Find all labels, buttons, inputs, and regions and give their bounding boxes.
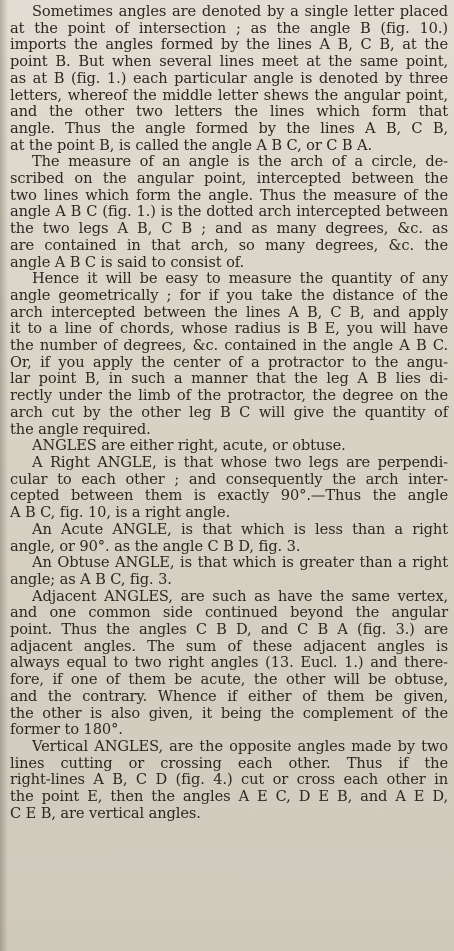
text-line: A B C, fig. 10, is a right angle.: [10, 504, 231, 522]
text-line: two lines which form the angle. Thus the measure of the: [10, 186, 448, 204]
text-line: cepted between them is exactly 90°.—Thus the angle: [10, 487, 448, 505]
text-line: A Right ANGLE, is that whose two legs are perpendi-: [32, 453, 448, 471]
text-line: cular to each other ; and consequently the arch inter-: [10, 470, 448, 488]
text-line: lar point B, in such a manner that the leg A B lies di-: [10, 370, 448, 388]
text-line: lines cutting or crossing each other. Thus if the: [10, 754, 448, 772]
text-line: Sometimes angles are denoted by a single letter placed: [32, 3, 448, 20]
text-line: An Acute ANGLE, is that which is less than a right: [32, 520, 448, 538]
text-line: Vertical ANGLES, are the opposite angles made by two: [32, 737, 448, 755]
text-line: and the contrary. Whence if either of them be given,: [10, 687, 448, 705]
text-line: scribed on the angular point, intercepted between the: [10, 170, 448, 188]
text-line: An Obtuse ANGLE, is that which is greater than a right: [32, 554, 448, 572]
text-line: ANGLES are either right, acute, or obtuse.: [32, 437, 346, 455]
text-line: C E B, are vertical angles.: [10, 804, 201, 822]
text-line: imports the angles formed by the lines A B, C B, at the: [10, 36, 448, 54]
text-line: and one common side continued beyond the angular: [10, 604, 448, 622]
text-line: former to 180°.: [10, 721, 123, 739]
text-line: angle. Thus the angle formed by the lines A B, C B,: [10, 119, 448, 137]
text-line: at the point B, is called the angle A B C, or C B A.: [10, 136, 373, 154]
text-body: [10, 4, 448, 822]
text-line: angle, or 90°. as the angle C B D, fig. 3.: [10, 537, 301, 555]
text-line: as at B (fig. 1.) each particular angle is denoted by three: [10, 69, 448, 87]
text-line: Adjacent ANGLES, are such as have the same vertex,: [32, 587, 448, 605]
text-line: it to a line of chords, whose radius is B E, you will have: [10, 320, 448, 338]
text-line: the other is also given, it being the complement of the: [10, 704, 448, 722]
text-line: the angle required.: [10, 420, 151, 438]
text-line: arch intercepted between the lines A B, C B, and apply: [10, 303, 448, 321]
text-line: angle; as A B C, fig. 3.: [10, 570, 172, 588]
text-line: letters, whereof the middle letter shews the angular point,: [10, 86, 448, 104]
text-line: angle A B C (fig. 1.) is the dotted arch intercepted between: [10, 203, 448, 221]
text-line: right-lines A B, C D (fig. 4.) cut or cross each other in: [10, 771, 448, 789]
text-line: at the point of intersection ; as the angle B (fig. 10.): [10, 19, 448, 37]
text-line: the two legs A B, C B ; and as many degrees, &c. as: [10, 220, 448, 238]
text-line: angle A B C is said to consist of.: [10, 253, 245, 271]
text-line: fore, if one of them be acute, the other will be obtuse,: [10, 671, 448, 689]
text-line: the number of degrees, &c. contained in the angle A B C.: [10, 337, 448, 355]
text-line: Or, if you apply the center of a protractor to the angu-: [10, 353, 448, 371]
text-line: and the other two letters the lines which form that: [10, 103, 448, 121]
text-line: are contained in that arch, so many degrees, &c. the: [10, 236, 448, 254]
text-line: arch cut by the other leg B C will give the quantity of: [10, 403, 448, 421]
text-line: point. Thus the angles C B D, and C B A (fig. 3.) are: [10, 621, 448, 639]
text-line: point B. But when several lines meet at the same point,: [10, 53, 448, 71]
text-line: Hence it will be easy to measure the quantity of any: [32, 270, 448, 288]
text-line: the point E, then the angles A E C, D E B, and A E D,: [10, 788, 448, 806]
text-line: angle geometrically ; for if you take the distance of the: [10, 286, 448, 304]
text-line: The measure of an angle is the arch of a circle, de-: [32, 153, 448, 171]
text-line: always equal to two right angles (13. Eucl. 1.) and there-: [10, 654, 448, 672]
text-line: adjacent angles. The sum of these adjacent angles is: [10, 637, 448, 655]
text-line: rectly under the limb of the protractor, the degree on the: [10, 387, 448, 405]
